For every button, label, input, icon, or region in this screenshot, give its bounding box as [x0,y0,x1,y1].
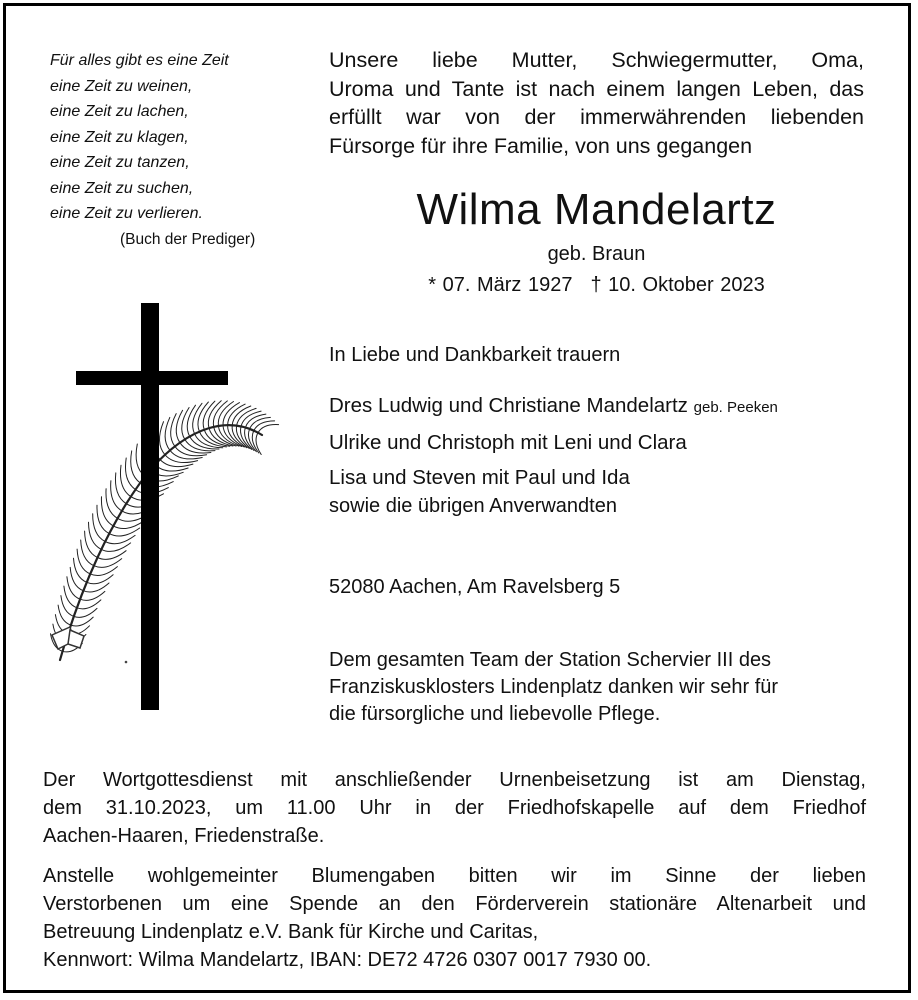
frond-leaflet [94,559,122,568]
frond-leaflet [74,608,97,617]
death-announcement-text [329,46,864,160]
service-line: Der Wortgottesdienst mit anschließender Urnenbeisetzung ist am Dienstag, [43,769,866,791]
frond-leaflet [258,425,279,433]
intro-line: Fürsorge für ihre Familie, von uns gegangen [329,133,753,158]
frond-leaflet [80,591,105,600]
quote-line: eine Zeit zu tanzen, [50,154,190,171]
frond-leaflet [113,521,144,529]
frond-leaflet [241,411,261,426]
frond-leaflet [98,551,127,560]
death-date: † 10. Oktober 2023 [590,274,765,296]
frond-leaflet [77,600,101,609]
frond-leaflet [254,421,275,431]
deceased-name: Wilma Mandelartz [416,185,777,234]
frond-leaflet [131,451,140,483]
frond-leaflet [160,460,193,467]
quote-line: eine Zeit zu verlieren. [50,205,203,222]
donation-line: Kennwort: Wilma Mandelartz, IBAN: DE72 4726 0307 0017 7930 00. [43,949,652,971]
cross-vertical-beam [141,303,159,710]
family-entry [329,460,889,495]
frond-leaflet [87,575,113,584]
quote-line: Für alles gibt es eine Zeit [50,52,229,69]
life-dates [329,274,864,297]
family-names: Lisa und Steven mit Paul und Ida [329,466,630,489]
cross-with-palm-frond-icon [40,300,280,720]
frond-leaflet [90,567,117,576]
frond-leaflet [208,401,221,428]
donation-info [43,862,866,974]
frond-leaflet [85,531,98,557]
frond-leaflet [89,522,102,549]
quote-source: (Buch der Prediger) [120,230,256,248]
mourning-intro: In Liebe und Dankbarkeit trauern [329,344,621,366]
address: 52080 Aachen, Am Ravelsberg 5 [329,576,621,598]
frond-leaflet [250,417,271,429]
birth-date: * 07. März 1927 [428,274,573,296]
frond-leaflet [106,489,118,519]
thanks-line: Franziskusklosters Lindenplatz danken wir sehr für [329,676,779,698]
service-line: Aachen-Haaren, Friedenstraße. [43,825,325,847]
frond-leaflet [101,497,113,526]
quote-line: eine Zeit zu lachen, [50,103,189,120]
thanks-text [329,647,849,728]
family-list [329,388,889,495]
thanks-line: Dem gesamten Team der Station Schervier III des [329,649,772,671]
frond-leaflet [256,433,261,455]
frond-leaflet [182,408,189,440]
intro-line: Unsere liebe Mutter, Schwiegermutter, Oma, [329,48,864,72]
cross-horizontal-beam [76,371,228,385]
bible-quote [50,48,290,252]
donation-line: Betreuung Lindenplatz e.V. Bank für Kirche und Caritas, [43,921,539,943]
family-addon: geb. Peeken [693,399,778,416]
service-info [43,766,866,850]
frond-leaflet [159,422,165,455]
family-names: Ulrike und Christoph mit Leni und Clara [329,431,687,454]
quote-line: eine Zeit zu klagen, [50,128,189,146]
quote-line: eine Zeit zu suchen, [50,179,194,197]
thanks-line: die fürsorgliche und liebevolle Pflege. [329,703,661,725]
quote-line: eine Zeit zu weinen, [50,77,193,95]
frond-leaflet [109,528,140,536]
donation-line: Verstorbenen um eine Spende an den Förderverein stationäre Altenarbeit und [43,893,866,915]
palm-frond [51,401,279,660]
maiden-name: geb. Braun [547,243,646,265]
family-entry [329,425,889,460]
intro-line: Uroma und Tante ist nach einem langen Leben, das [329,76,864,101]
frond-leaflet [97,505,109,533]
frond-ribbon [52,627,84,649]
intro-line: erfüllt war von der immerwährenden liebenden [329,105,864,129]
relatives-line: sowie die übrigen Anverwandten [329,495,617,517]
frond-leaflet [165,417,170,450]
frond-leaflet [171,414,177,447]
donation-line: Anstelle wohlgemeinter Blumengaben bitten wir im Sinne der lieben [43,865,866,887]
frond-leaflet [93,514,106,542]
frond-leaflet [83,583,109,592]
service-line: dem 31.10.2023, um 11.00 Uhr in der Friedhofskapelle auf dem Friedhof [43,797,866,819]
frond-leaflet [101,543,130,552]
family-entry [329,388,889,425]
family-names: Dres Ludwig und Christiane Mandelartz [329,394,688,417]
